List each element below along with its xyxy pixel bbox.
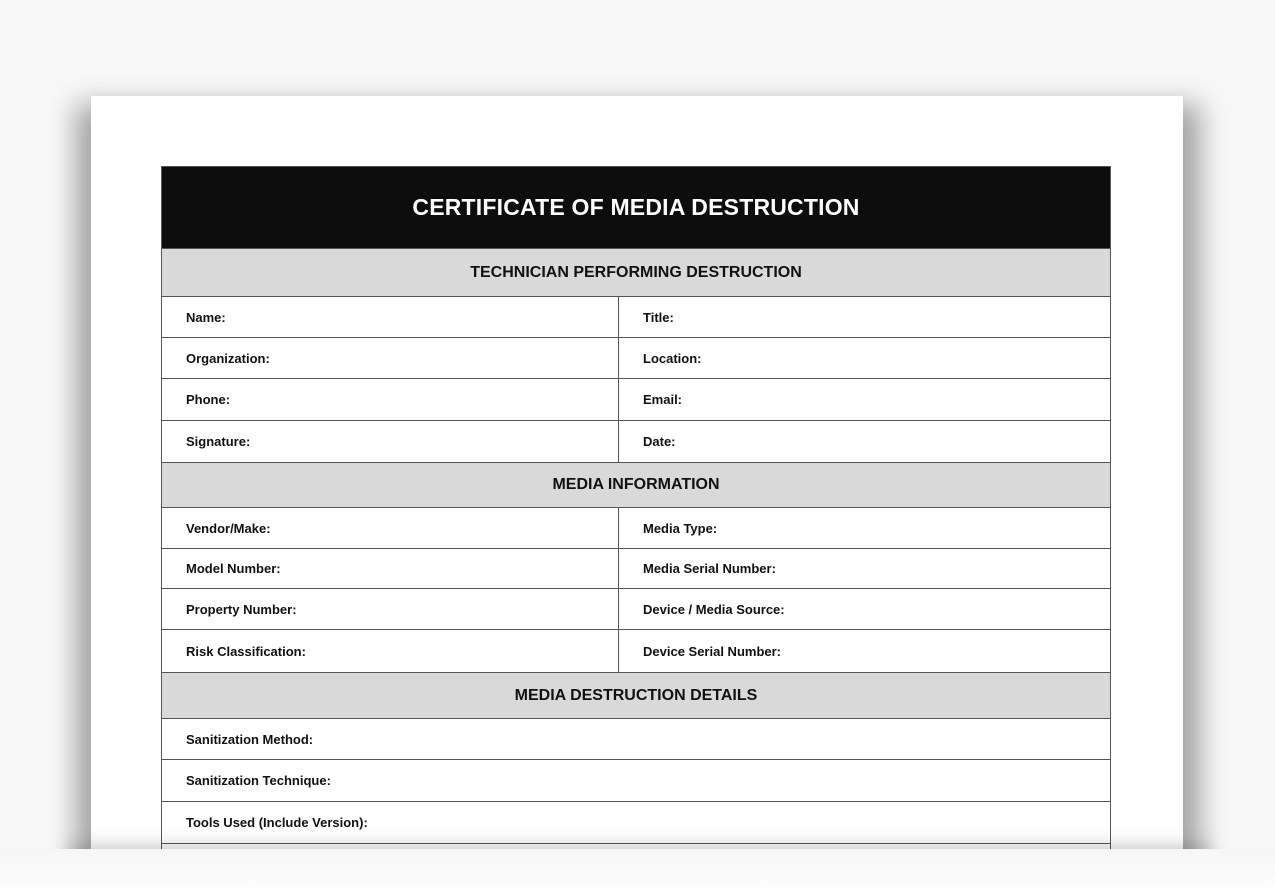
bottom-fade bbox=[0, 849, 1275, 896]
field-label-name: Name: bbox=[162, 297, 619, 337]
section-heading-destruction-details: MEDIA DESTRUCTION DETAILS bbox=[162, 673, 1110, 719]
section-heading-media-information: MEDIA INFORMATION bbox=[162, 463, 1110, 508]
form-title: CERTIFICATE OF MEDIA DESTRUCTION bbox=[162, 167, 1110, 249]
form-row bbox=[162, 549, 1110, 589]
form-row bbox=[162, 719, 1110, 760]
document-page bbox=[91, 96, 1183, 849]
form-row bbox=[162, 630, 1110, 673]
field-label-vendor: Vendor/Make: bbox=[162, 508, 619, 548]
field-label-sanitization-method: Sanitization Method: bbox=[186, 731, 314, 747]
field-label-tools-used: Tools Used (Include Version): bbox=[186, 815, 368, 830]
form-row bbox=[162, 802, 1110, 844]
field-label-sanitization-technique: Sanitization Technique: bbox=[186, 773, 331, 788]
field-label-device-media-source: Device / Media Source: bbox=[643, 601, 785, 617]
field-label-location: Location: bbox=[643, 350, 702, 366]
field-label-title: Title: bbox=[643, 309, 674, 325]
field-label-signature: Signature: bbox=[162, 421, 619, 462]
field-label-date: Date: bbox=[643, 434, 676, 449]
field-label-email: Email: bbox=[643, 392, 683, 407]
form-row bbox=[162, 589, 1110, 630]
field-label-phone: Phone: bbox=[162, 379, 619, 420]
field-label-risk-classification: Risk Classification: bbox=[162, 630, 619, 672]
field-label-media-type: Media Type: bbox=[643, 520, 718, 536]
field-label-model-number: Model Number: bbox=[162, 549, 619, 588]
certificate-form bbox=[161, 166, 1111, 849]
form-row bbox=[162, 421, 1110, 463]
field-label-property-number: Property Number: bbox=[162, 589, 619, 629]
form-row bbox=[162, 297, 1110, 338]
field-label-organization: Organization: bbox=[162, 338, 619, 378]
form-row bbox=[162, 760, 1110, 802]
field-label-media-serial-number: Media Serial Number: bbox=[643, 561, 776, 576]
section-heading-technician: TECHNICIAN PERFORMING DESTRUCTION bbox=[162, 249, 1110, 297]
form-row bbox=[162, 508, 1110, 549]
form-row bbox=[162, 379, 1110, 421]
field-label-device-serial-number: Device Serial Number: bbox=[643, 643, 782, 659]
form-row bbox=[162, 338, 1110, 379]
